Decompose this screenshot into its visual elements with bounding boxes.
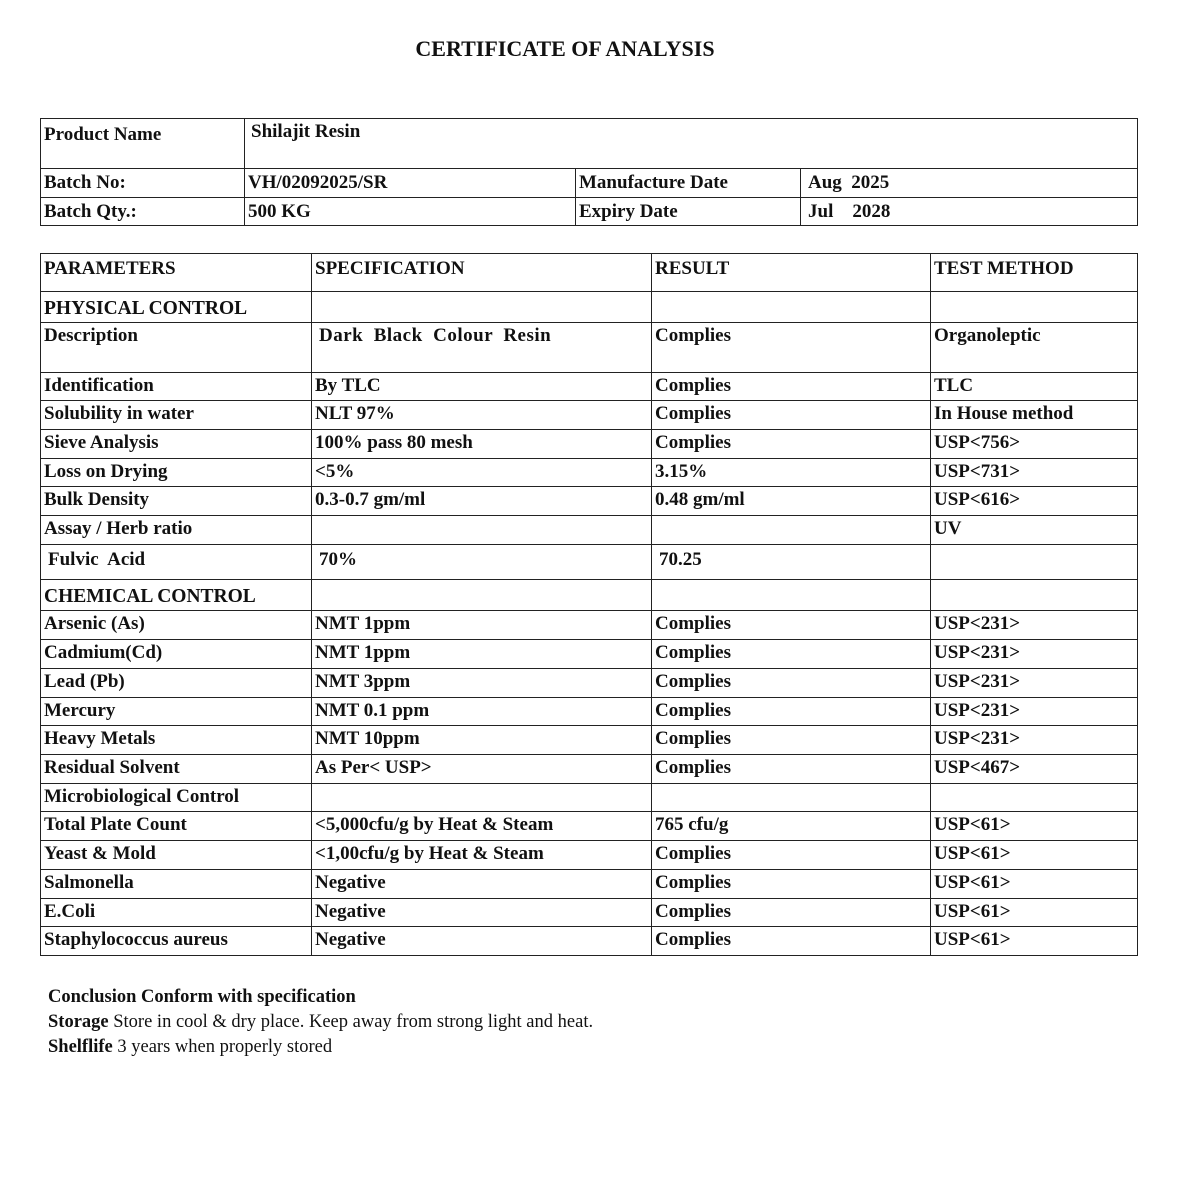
parameter-cell: Residual Solvent (41, 755, 312, 784)
result-cell: 765 cfu/g (652, 812, 931, 841)
table-row (41, 841, 1138, 870)
specification-cell: NMT 0.1 ppm (312, 698, 652, 726)
table-row (41, 487, 1138, 516)
specification-cell: NLT 97% (312, 401, 652, 430)
test-method-cell: USP<61> (931, 870, 1138, 899)
test-method-cell: USP<231> (931, 640, 1138, 669)
table-row (41, 812, 1138, 841)
table-row (41, 640, 1138, 669)
specification-cell: Dark Black Colour Resin (312, 323, 652, 373)
manufacture-date-value: Aug 2025 (801, 169, 1138, 198)
header-parameters: PARAMETERS (41, 254, 312, 292)
test-method-cell: USP<61> (931, 841, 1138, 870)
specification-cell: Negative (312, 899, 652, 927)
parameter-cell: Description (41, 323, 312, 373)
header-result: RESULT (652, 254, 931, 292)
result-cell: Complies (652, 755, 931, 784)
result-cell: 70.25 (652, 545, 931, 580)
parameter-cell: PHYSICAL CONTROL (41, 292, 312, 323)
expiry-date-label: Expiry Date (576, 198, 801, 226)
result-cell: Complies (652, 640, 931, 669)
analysis-header-row (41, 254, 1138, 292)
test-method-cell (931, 292, 1138, 323)
result-cell: Complies (652, 401, 931, 430)
specification-cell: NMT 1ppm (312, 640, 652, 669)
specification-cell: NMT 1ppm (312, 611, 652, 640)
analysis-table-body (41, 292, 1138, 956)
table-row (41, 323, 1138, 373)
batch-qty-value: 500 KG (245, 198, 576, 226)
table-row (41, 611, 1138, 640)
expiry-date-value: Jul 2028 (801, 198, 1138, 226)
section-row-physical-control (41, 292, 1138, 323)
parameter-cell: Mercury (41, 698, 312, 726)
table-row (41, 401, 1138, 430)
specification-cell: Negative (312, 870, 652, 899)
test-method-cell: USP<231> (931, 611, 1138, 640)
conclusion-line (48, 985, 593, 1010)
result-cell: Complies (652, 841, 931, 870)
result-cell (652, 580, 931, 611)
parameter-cell: CHEMICAL CONTROL (41, 580, 312, 611)
parameter-cell: Microbiological Control (41, 784, 312, 812)
result-cell: 0.48 gm/ml (652, 487, 931, 516)
batch-no-value: VH/02092025/SR (245, 169, 576, 198)
product-name-row (41, 119, 1138, 169)
storage-label: Storage (48, 1012, 109, 1032)
batch-no-row (41, 169, 1138, 198)
product-info-table (40, 118, 1138, 226)
specification-cell (312, 292, 652, 323)
specification-cell: As Per< USP> (312, 755, 652, 784)
result-cell: Complies (652, 323, 931, 373)
test-method-cell: USP<231> (931, 726, 1138, 755)
test-method-cell: USP<756> (931, 430, 1138, 459)
test-method-cell (931, 784, 1138, 812)
test-method-cell: USP<231> (931, 669, 1138, 698)
test-method-cell: USP<61> (931, 812, 1138, 841)
result-cell: 3.15% (652, 459, 931, 487)
parameter-cell: Lead (Pb) (41, 669, 312, 698)
parameter-cell: Identification (41, 373, 312, 401)
result-cell: Complies (652, 927, 931, 956)
test-method-cell: UV (931, 516, 1138, 545)
product-name-value: Shilajit Resin (245, 119, 1138, 169)
test-method-cell: USP<467> (931, 755, 1138, 784)
footer-notes (48, 985, 593, 1060)
table-row (41, 430, 1138, 459)
table-row (41, 755, 1138, 784)
result-cell (652, 516, 931, 545)
conclusion-value: Conform with specification (141, 987, 356, 1007)
header-test-method: TEST METHOD (931, 254, 1138, 292)
specification-cell (312, 516, 652, 545)
table-row (41, 373, 1138, 401)
specification-cell: 100% pass 80 mesh (312, 430, 652, 459)
parameter-cell: Bulk Density (41, 487, 312, 516)
storage-line (48, 1010, 593, 1035)
table-row (41, 726, 1138, 755)
specification-cell: NMT 10ppm (312, 726, 652, 755)
result-cell: Complies (652, 611, 931, 640)
specification-cell: <5,000cfu/g by Heat & Steam (312, 812, 652, 841)
table-row (41, 669, 1138, 698)
table-row (41, 698, 1138, 726)
test-method-cell: USP<731> (931, 459, 1138, 487)
parameter-cell: Yeast & Mold (41, 841, 312, 870)
parameter-cell: Loss on Drying (41, 459, 312, 487)
specification-cell: 70% (312, 545, 652, 580)
table-row (41, 899, 1138, 927)
shelflife-line (48, 1035, 593, 1060)
result-cell: Complies (652, 373, 931, 401)
parameter-cell: Solubility in water (41, 401, 312, 430)
test-method-cell: USP<61> (931, 927, 1138, 956)
result-cell: Complies (652, 726, 931, 755)
analysis-table (40, 253, 1138, 956)
parameter-cell: Assay / Herb ratio (41, 516, 312, 545)
test-method-cell (931, 580, 1138, 611)
batch-qty-row (41, 198, 1138, 226)
result-cell: Complies (652, 870, 931, 899)
test-method-cell: USP<231> (931, 698, 1138, 726)
storage-value: Store in cool & dry place. Keep away from strong light and heat. (113, 1012, 594, 1032)
result-cell: Complies (652, 669, 931, 698)
parameter-cell: Fulvic Acid (41, 545, 312, 580)
table-row (41, 870, 1138, 899)
parameter-cell: E.Coli (41, 899, 312, 927)
specification-cell: By TLC (312, 373, 652, 401)
conclusion-label: Conclusion (48, 987, 137, 1007)
result-cell: Complies (652, 698, 931, 726)
header-specification: SPECIFICATION (312, 254, 652, 292)
specification-cell: 0.3-0.7 gm/ml (312, 487, 652, 516)
product-name-label: Product Name (41, 119, 245, 169)
result-cell (652, 784, 931, 812)
test-method-cell: Organoleptic (931, 323, 1138, 373)
specification-cell (312, 580, 652, 611)
batch-no-label: Batch No: (41, 169, 245, 198)
result-cell: Complies (652, 430, 931, 459)
parameter-cell: Sieve Analysis (41, 430, 312, 459)
test-method-cell (931, 545, 1138, 580)
section-row-microbiological-control (41, 784, 1138, 812)
table-row (41, 545, 1138, 580)
result-cell: Complies (652, 899, 931, 927)
specification-cell: Negative (312, 927, 652, 956)
table-row (41, 516, 1138, 545)
parameter-cell: Total Plate Count (41, 812, 312, 841)
parameter-cell: Arsenic (As) (41, 611, 312, 640)
section-row-chemical-control (41, 580, 1138, 611)
test-method-cell: USP<616> (931, 487, 1138, 516)
table-row (41, 459, 1138, 487)
parameter-cell: Staphylococcus aureus (41, 927, 312, 956)
manufacture-date-label: Manufacture Date (576, 169, 801, 198)
parameter-cell: Heavy Metals (41, 726, 312, 755)
shelflife-label: Shelflife (48, 1037, 113, 1057)
specification-cell: <1,00cfu/g by Heat & Steam (312, 841, 652, 870)
test-method-cell: TLC (931, 373, 1138, 401)
specification-cell (312, 784, 652, 812)
parameter-cell: Salmonella (41, 870, 312, 899)
document-title: CERTIFICATE OF ANALYSIS (415, 36, 715, 61)
specification-cell: <5% (312, 459, 652, 487)
table-row (41, 927, 1138, 956)
specification-cell: NMT 3ppm (312, 669, 652, 698)
parameter-cell: Cadmium(Cd) (41, 640, 312, 669)
shelflife-value: 3 years when properly stored (117, 1037, 333, 1057)
test-method-cell: In House method (931, 401, 1138, 430)
batch-qty-label: Batch Qty.: (41, 198, 245, 226)
result-cell (652, 292, 931, 323)
test-method-cell: USP<61> (931, 899, 1138, 927)
